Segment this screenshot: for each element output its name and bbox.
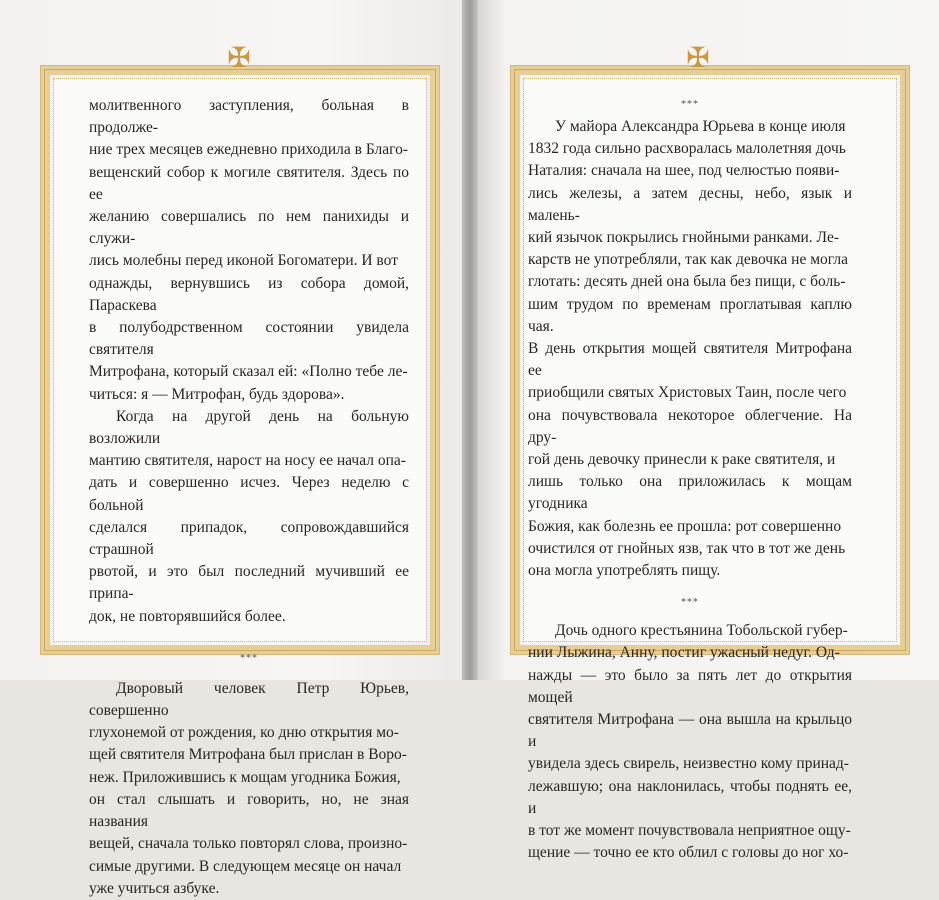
text-line: молитвенного заступления, больная в продолже- (89, 97, 409, 137)
text-line: сделался припадок, сопровождавшийся страшной (89, 518, 409, 559)
right-page-text (528, 99, 852, 865)
text-line: он стал слышать и говорить, но, не зная названия (89, 790, 409, 831)
text-line: лишь только она приложилась к мощам угодника (528, 473, 852, 513)
text-line: Божия, как болезнь ее прошла: рот совершенно (528, 517, 842, 535)
text-line: док, не повторявшийся более. (89, 607, 286, 625)
section-separator: *** (681, 99, 699, 110)
text-line: глухонемой от рождения, ко дню открытия мо- (89, 724, 399, 742)
section-separator: *** (240, 652, 258, 664)
text-line: карств не употребляли, так как девочка не могла (528, 251, 848, 269)
text-line: читься: я — Митрофан, будь здорова». (89, 385, 345, 403)
text-line: Когда на другой день на больную возложили (89, 407, 409, 448)
text-line: приобщили святых Христовых Таин, после чего (528, 384, 847, 402)
text-line: мантию святителя, нарост на носу ее начал опа- (89, 452, 406, 470)
text-line: она могла употреблять пищу. (528, 562, 721, 580)
text-line: нажды — это было за пять лет до открытия мощей (528, 666, 852, 706)
paragraph (528, 116, 852, 582)
paragraph (528, 620, 852, 864)
text-line: нии Лыжина, Анну, постиг ужасный недуг. Од- (528, 644, 840, 662)
text-line: Наталия: сначала на шее, под челюстью появи- (528, 162, 840, 180)
section-separator: *** (681, 597, 699, 609)
text-line: 1832 года сильно расхворалась малолетняя дочь (528, 140, 846, 158)
text-line: желанию совершались по нем панихиды и служи- (89, 208, 409, 248)
text-line: симые другими. В следующем месяце он начал (89, 857, 402, 875)
text-line: лись молебны перед иконой Богоматери. И вот (89, 252, 398, 270)
paragraph (89, 678, 409, 900)
text-line: лись железы, а затем десны, небо, язык и малень- (528, 184, 852, 224)
text-line: уже учиться азбуке. (89, 879, 220, 897)
text-line: гой день девочку принесли к раке святителя, и (528, 451, 836, 469)
text-line: У майора Александра Юрьева в конце июля (555, 118, 846, 135)
text-line: вещей, сначала только повторял слова, произно- (89, 835, 408, 853)
text-line: В день открытия мощей святителя Митрофана ее (528, 340, 852, 380)
text-line: шим трудом по временам проглатывая каплю чая. (528, 295, 852, 335)
text-line: в тот же момент почувствовала неприятное ощу- (528, 822, 851, 840)
text-line: она почувствовала некоторое облегчение. На дру- (528, 406, 852, 446)
text-line: Дочь одного крестьянина Тобольской губер- (555, 622, 848, 640)
text-line: Дворовый человек Петр Юрьев, совершенно (89, 679, 409, 720)
text-line: щение — точно ее кто облил с головы до ног хо- (528, 844, 849, 862)
text-line: лежавшую; она наклонилась, чтобы поднять ее, и (528, 777, 852, 817)
text-line: святителя Митрофана — она вышла на крыльцо и (528, 711, 852, 751)
text-line: очистился от гнойных язв, так что в тот же день (528, 539, 846, 557)
text-line: щей святителя Митрофана был прислан в Воро- (89, 746, 407, 764)
text-line: кий язычок покрылись гнойными ранками. Ле- (528, 229, 839, 247)
book-spine (462, 0, 478, 680)
left-page-text (89, 95, 409, 900)
orthodox-cross-icon: ✠ (227, 43, 251, 74)
paragraph (89, 406, 409, 628)
text-line: дать и совершенно исчез. Через неделю с больной (89, 474, 409, 514)
text-line: рвотой, и это был последний мучивший ее припа- (89, 563, 409, 603)
text-line: увидела здесь свирель, неизвестно кому принад- (528, 755, 849, 773)
text-line: глотать: десять дней она была без пищи, с боль- (528, 273, 846, 291)
text-line: вещенский собор к могиле святителя. Здесь по ее (89, 163, 409, 203)
text-line: в полубодрственном состоянии увидела святителя (89, 319, 409, 359)
text-line: однажды, вернувшись из собора домой, Параскева (89, 274, 409, 314)
text-line: ние трех месяцев ежедневно приходила в Благо- (89, 141, 409, 159)
paragraph-continuation (89, 95, 409, 406)
text-line: Митрофана, который сказал ей: «Полно тебе ле- (89, 363, 408, 381)
text-line: неж. Приложившись к мощам угодника Божия, (89, 768, 401, 786)
orthodox-cross-icon: ✠ (686, 43, 710, 74)
